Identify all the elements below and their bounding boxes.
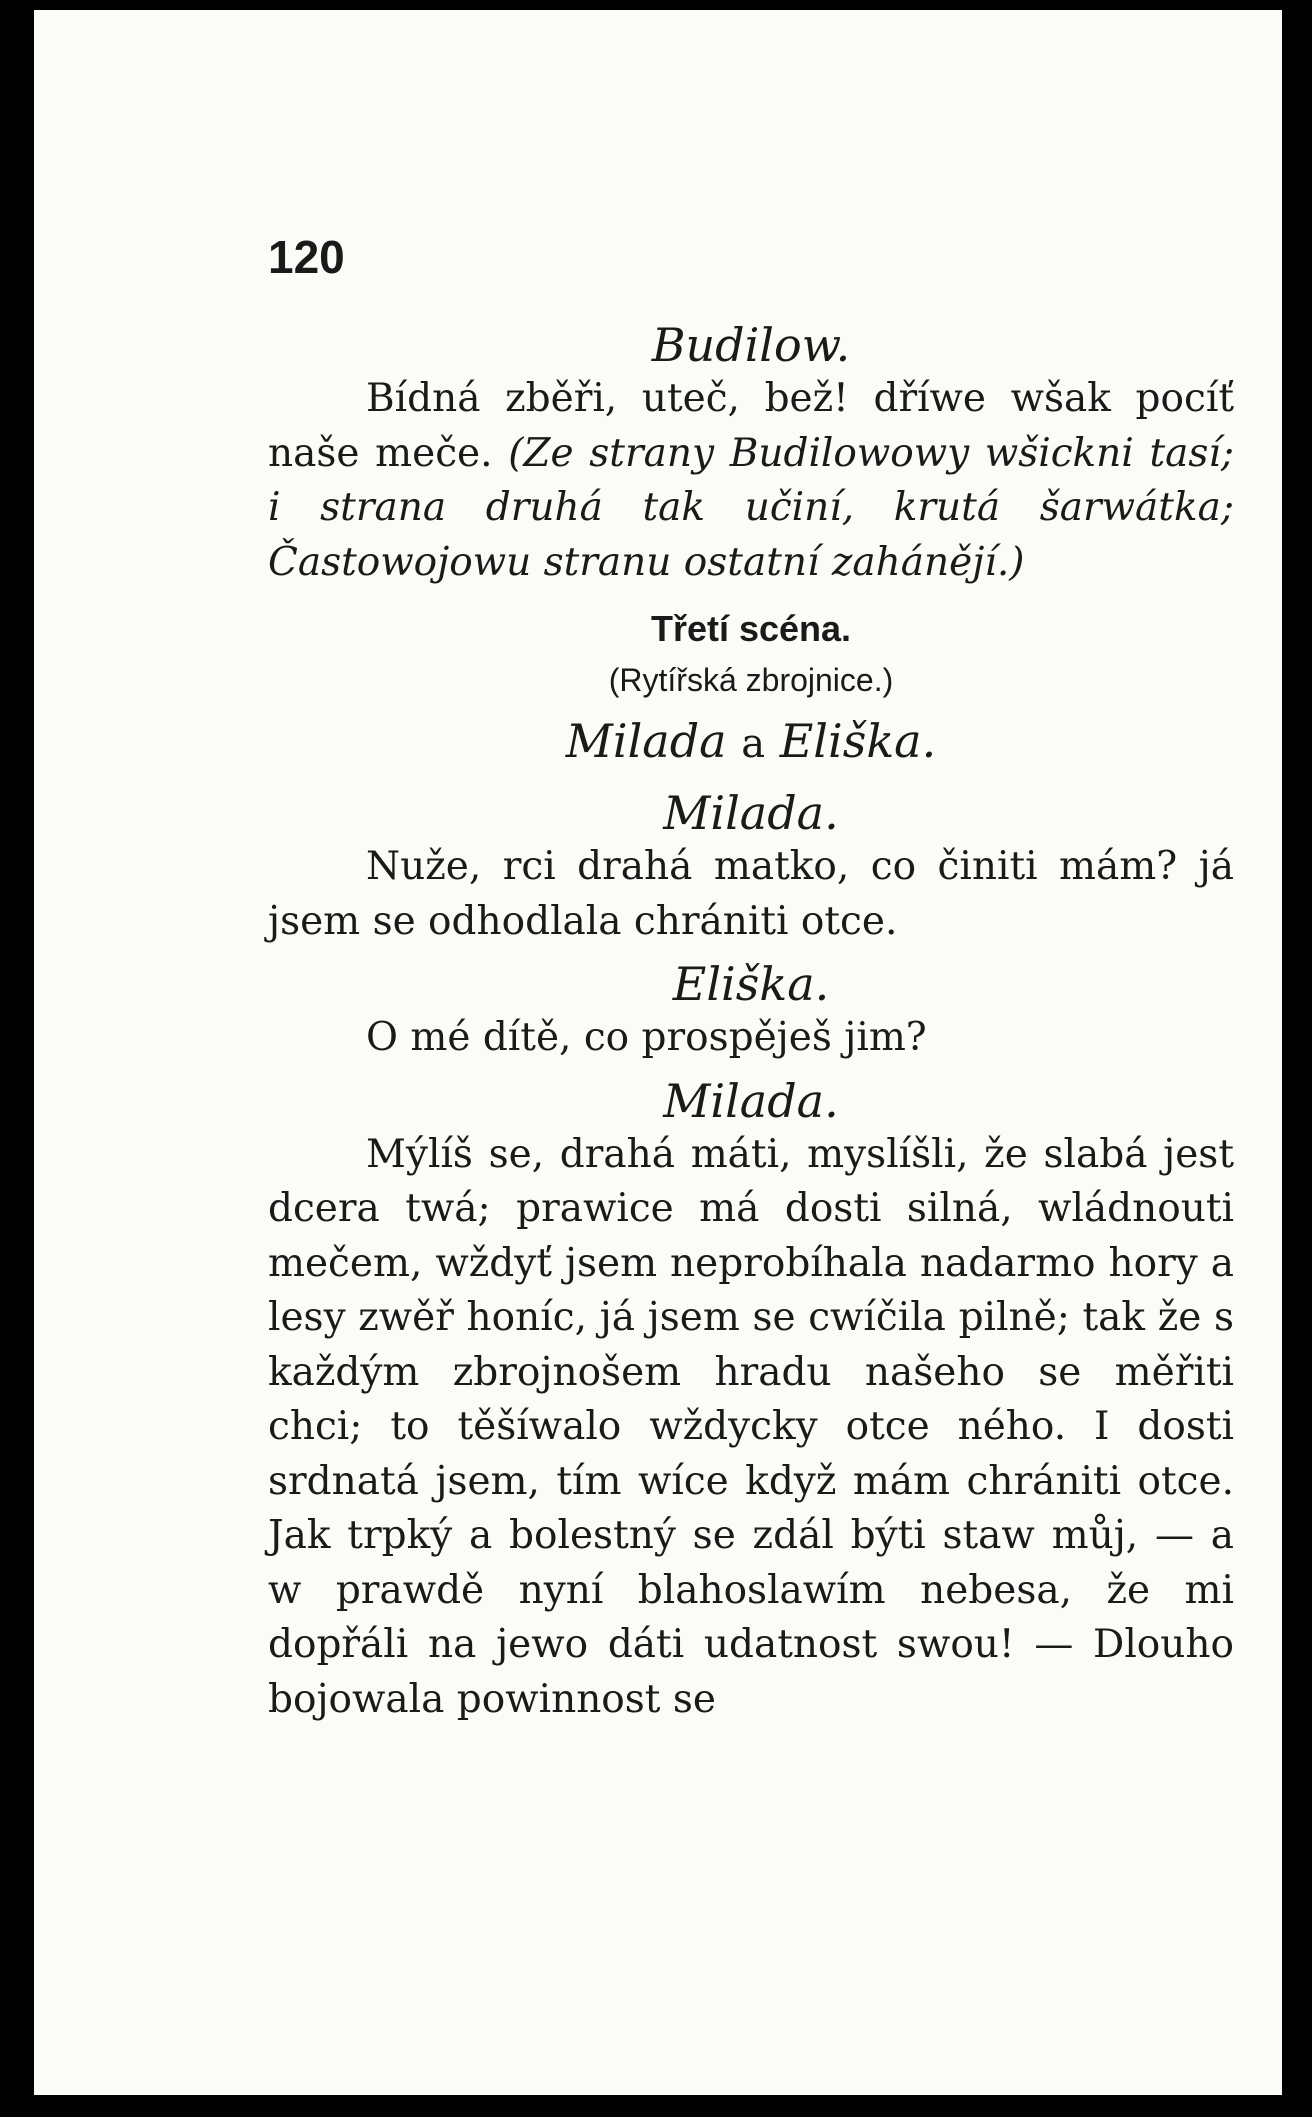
page-text — [268, 230, 1234, 1727]
dialogue-paragraph: Mýlíš se, drahá máti, myslíšli, že slabá jest dcera twá; prawice má dosti silná, wládnouti mečem, wždyť jsem neprobíhala nadarmo hory a lesy zwěř honíc, já jsem se cwíčila pilně; tak že s každým zbrojnošem hradu našeho se měřiti chci; to těšíwalo wždycky otce ného. I dosti srdnatá jsem, tím wíce když mám chrániti otce. Jak trpký a bolestný se zdál býti staw můj, — a w prawdě nyní blahoslawím nebesa, že mi dopřáli na jewo dáti udatnost swou! — Dlouho bojowala powinnost se — [268, 1131, 1234, 1722]
dialogue-paragraph — [268, 372, 1234, 590]
character-conjunction: a — [741, 721, 766, 767]
speaker-name: Eliška. — [672, 957, 830, 1011]
speaker-name: Budilow. — [651, 318, 851, 372]
character-name: Eliška. — [779, 714, 937, 768]
book-page — [34, 10, 1282, 2095]
stage-direction: (Ze strany Budilowowy wšickni tasí; i strana druhá tak učiní, krutá šarwátka; Častowojowu stranu ostatní zahánějí.) — [268, 430, 1234, 585]
speaker-name: Milada. — [663, 786, 839, 840]
dialogue-paragraph: Nuže, rci drahá matko, co činiti mám? já jsem se odhodlala chrániti otce. — [268, 844, 1234, 944]
speaker-name: Milada. — [663, 1073, 839, 1128]
character-name: Milada — [565, 714, 727, 768]
dialogue-text: Bídná zběři, uteč, bež! dříwe wšak pocíť naše meče. — [268, 376, 1234, 476]
page-number: 120 — [268, 231, 345, 283]
scene-characters — [268, 713, 1234, 772]
dialogue-paragraph: O mé dítě, co prospěješ jim? — [366, 1015, 927, 1060]
scene-setting: (Rytířská zbrojnice.) — [608, 662, 894, 698]
scene-title: Třetí scéna. — [650, 608, 852, 649]
